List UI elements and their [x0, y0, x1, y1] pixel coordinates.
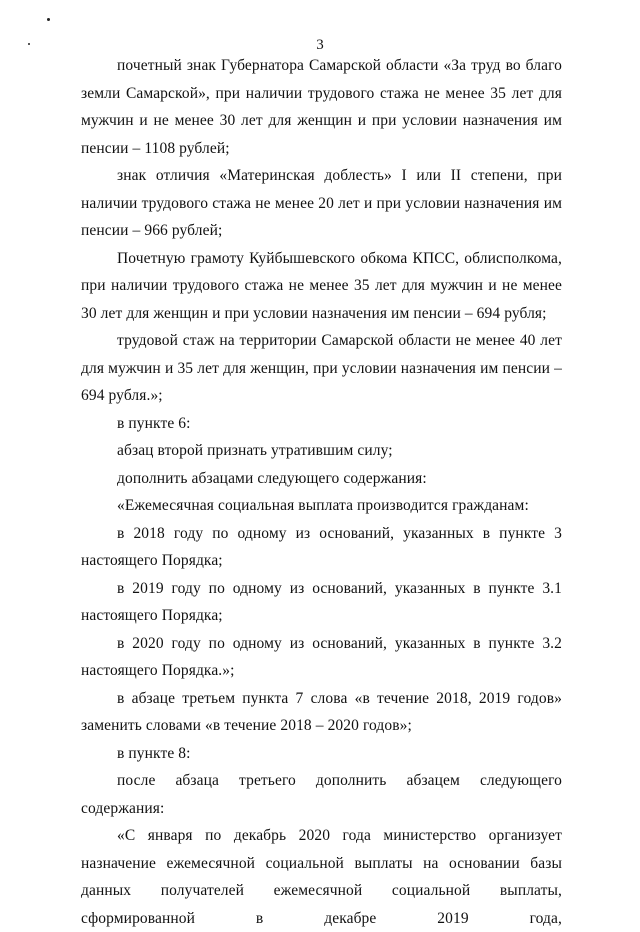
paragraph-january-december: «С января по декабрь 2020 года министерство организует назначение ежемесячной социальной выплаты на основании базы данных получателей ежемесячной социальной выплаты, сформированной в декабре 2019 года, — [81, 827, 562, 927]
scan-speck — [47, 18, 50, 21]
paragraph-invalidate-second: абзац второй признать утратившим силу; — [117, 442, 393, 459]
paragraph-maternal-valor: знак отличия «Материнская доблесть» I или II степени, при наличии трудового стажа не менее 20 лет и при условии назначения им пенсии – 966 рублей; — [81, 167, 562, 239]
paragraph-clause-6: в пункте 6: — [117, 414, 191, 432]
paragraph-year-2020: в 2020 году по одному из оснований, указанных в пункте 3.2 настоящего Порядка.»; — [81, 634, 562, 679]
paragraph-honorary-certificate: Почетную грамоту Куйбышевского обкома КПСС, облисполкома, при наличии трудового стажа не менее 35 лет для мужчин и не менее 30 лет для женщин и при условии назначения им пенсии – 694 рубля; — [81, 249, 562, 322]
paragraph-year-2018: в 2018 году по одному из оснований, указанных в пункте 3 настоящего Порядка; — [81, 524, 562, 569]
paragraph-year-2019: в 2019 году по одному из оснований, указанных в пункте 3.1 настоящего Порядка; — [81, 579, 562, 624]
document-body — [81, 52, 562, 932]
paragraph-monthly-payment: «Ежемесячная социальная выплата производится гражданам: — [117, 497, 529, 514]
paragraph-work-experience: трудовой стаж на территории Самарской области не менее 40 лет для мужчин и 35 лет для женщин, при условии назначения им пенсии – 694 рубля.»; — [81, 332, 562, 404]
paragraph-governor-badge: почетный знак Губернатора Самарской области «За труд во благо земли Самарской», при наличии трудового стажа не менее 35 лет для мужчин и не менее 30 лет для женщин и при условии назначения им пенсии – 1108 рублей; — [81, 57, 562, 157]
paragraph-supplement: дополнить абзацами следующего содержания: — [117, 469, 427, 487]
paragraph-clause-8: в пункте 8: — [117, 744, 191, 762]
page-number: 3 — [316, 37, 324, 53]
paragraph-after-third: после абзаца третьего дополнить абзацем следующего содержания: — [81, 772, 562, 817]
paragraph-clause-7: в абзаце третьем пункта 7 слова «в течение 2018, 2019 годов» заменить словами «в течение 2018 – 2020 годов»; — [81, 689, 562, 734]
